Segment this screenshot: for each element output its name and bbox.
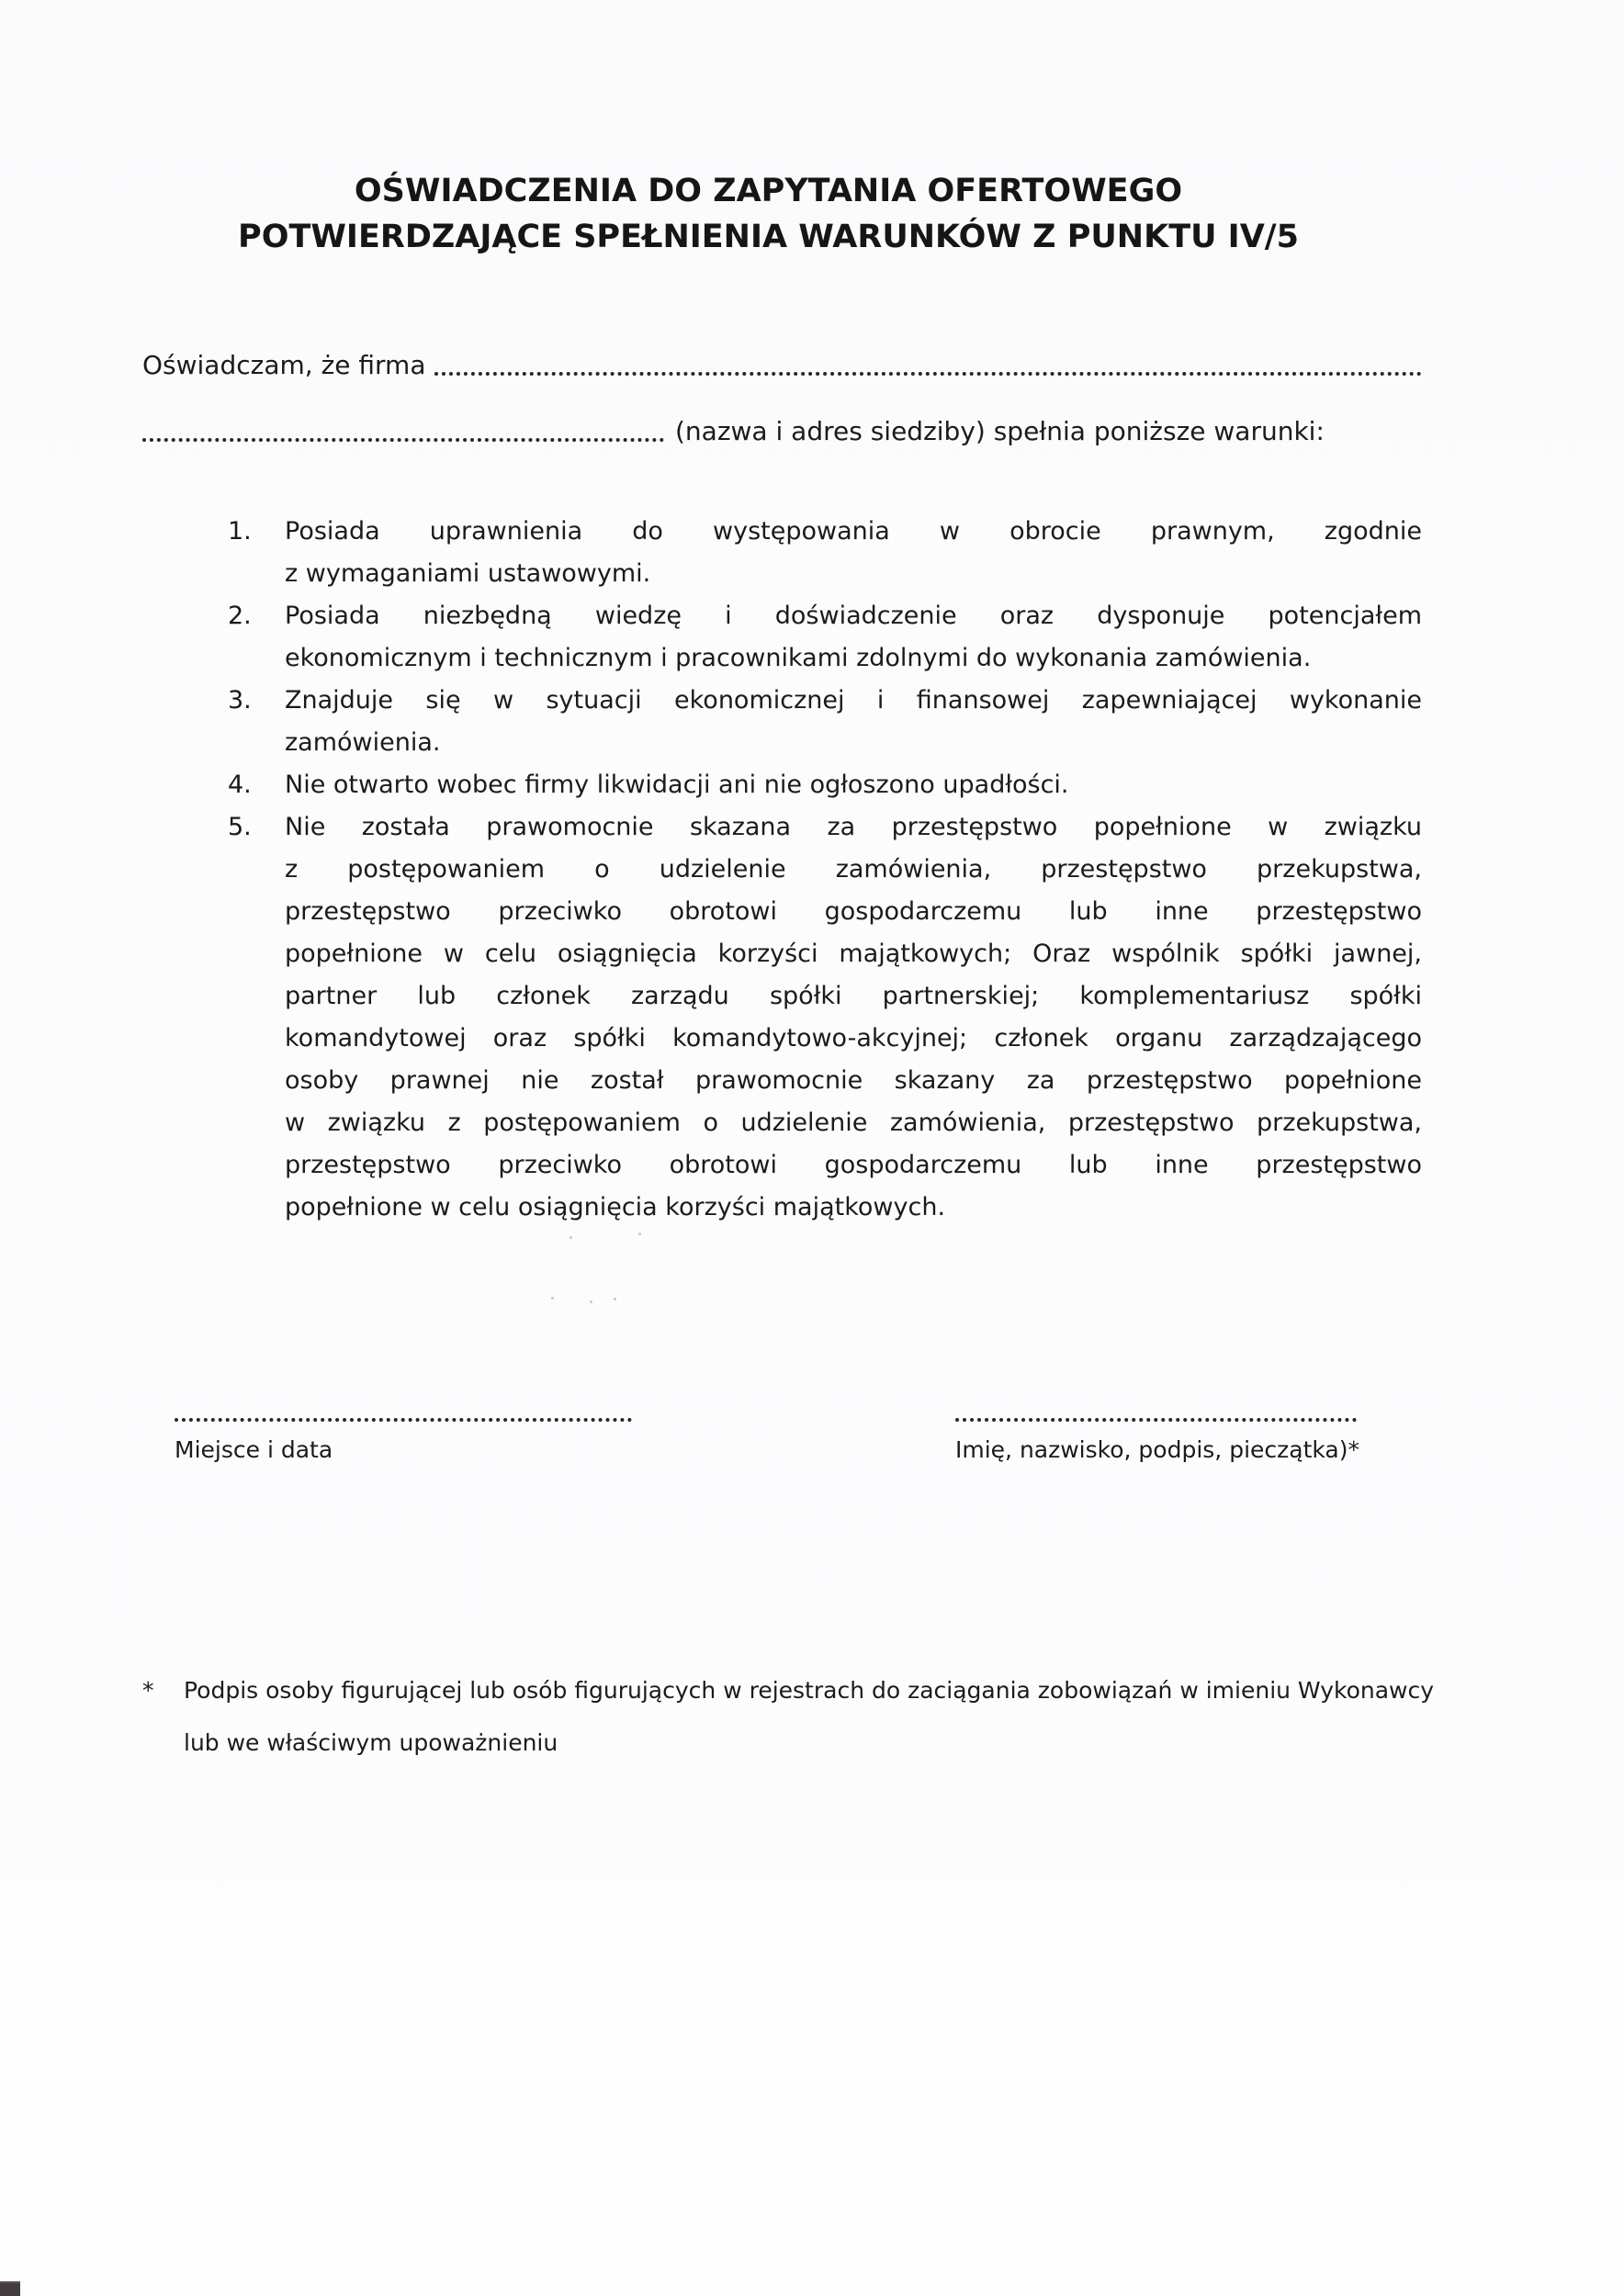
declaration-intro [142,342,1422,450]
condition-text-line: Posiada uprawnienia do występowania w obrocie prawnym, zgodnie [285,517,1422,546]
condition-text [285,806,1422,1229]
place-date-signature-line [175,1403,632,1422]
condition-text-line: osoby prawnej nie został prawomocnie skazany za przestępstwo popełnione [285,1066,1422,1095]
title-line-1: OŚWIADCZENIA DO ZAPYTANIA OFERTOWEGO [354,173,1183,209]
footnote-text [184,1664,1434,1769]
scan-speck [551,1297,554,1300]
condition-text [285,680,1422,764]
condition-text-line: partner lub członek zarządu spółki partnerskiej; komplementariusz spółki [285,982,1422,1010]
footnote-line-1: Podpis osoby figurującej lub osób figurujących w rejestrach do zaciągania zobowiązań w imieniu Wykonawcy [184,1677,1435,1704]
scan-speck [638,1232,641,1235]
condition-text-line: przestępstwo przeciwko obrotowi gospodarczemu lub inne przestępstwo [285,1151,1422,1179]
signature-block-name-signature [955,1403,1357,1463]
footnote [142,1664,1477,1769]
name-signature-line [955,1403,1357,1422]
condition-text-line: popełnione w celu osiągnięcia korzyści majątkowych; Oraz wspólnik spółki jawnej, [285,940,1422,968]
document-title [118,168,1419,260]
scan-speck [590,1300,592,1303]
condition-text-line: Znajduje się w sytuacji ekonomicznej i finansowej zapewniającej wykonanie [285,686,1422,715]
condition-text [285,511,1422,595]
condition-text-line: ekonomicznym i technicznym i pracownikami zdolnymi do wykonania zamówienia. [285,644,1312,672]
condition-number: 5. [228,813,252,841]
condition-text-line: z wymaganiami ustawowymi. [285,559,651,588]
condition-text-line: Nie została prawomocnie skazana za przestępstwo popełnione w związku [285,813,1422,841]
condition-number: 4. [228,771,252,799]
condition-item-5 [228,806,1422,1229]
condition-text-line: popełnione w celu osiągnięcia korzyści majątkowych. [285,1193,946,1221]
condition-item-1 [228,511,1422,595]
condition-number: 1. [228,517,252,546]
condition-text-line: z postępowaniem o udzielenie zamówienia, przestępstwo przekupstwa, [285,855,1422,884]
scanner-edge-artifact [0,2281,20,2296]
intro-line-2 [142,408,1422,450]
condition-text [285,764,1422,806]
conditions-list [228,511,1422,1229]
signature-block-place-date [175,1403,632,1463]
condition-text-line: w związku z postępowaniem o udzielenie zamówienia, przestępstwo przekupstwa, [285,1109,1422,1137]
scan-speck [570,1236,572,1239]
place-date-label: Miejsce i data [175,1436,333,1463]
condition-text-line: Posiada niezbędną wiedzę i doświadczenie oraz dysponuje potencjałem [285,602,1422,630]
intro-line-2-text: (nazwa i adres siedziby) spełnia poniższe warunki: [675,416,1325,446]
intro-line-1-text: Oświadczam, że firma [142,350,426,380]
condition-text [285,595,1422,680]
footnote-asterisk: * [142,1677,154,1704]
intro-line-1 [142,342,1422,384]
condition-text-line: Nie otwarto wobec firmy likwidacji ani nie ogłoszono upadłości. [285,771,1069,799]
scan-speck [614,1298,616,1300]
name-signature-label: Imię, nazwisko, podpis, pieczątka)* [955,1436,1359,1463]
condition-item-2 [228,595,1422,680]
title-line-2: POTWIERDZAJĄCE SPEŁNIENIA WARUNKÓW Z PUNKTU IV/5 [238,219,1299,255]
condition-number: 2. [228,602,252,630]
condition-number: 3. [228,686,252,715]
condition-text-line: komandytowej oraz spółki komandytowo-akcyjnej; członek organu zarządzającego [285,1024,1422,1052]
condition-item-3 [228,680,1422,764]
company-name-fill-in-line [434,372,1422,376]
condition-text-line: przestępstwo przeciwko obrotowi gospodarczemu lub inne przestępstwo [285,897,1422,926]
footnote-line-2: lub we właściwym upoważnieniu [184,1729,558,1756]
condition-text-line: zamówienia. [285,728,441,757]
company-address-fill-in-line [142,438,664,442]
condition-item-4 [228,764,1422,806]
